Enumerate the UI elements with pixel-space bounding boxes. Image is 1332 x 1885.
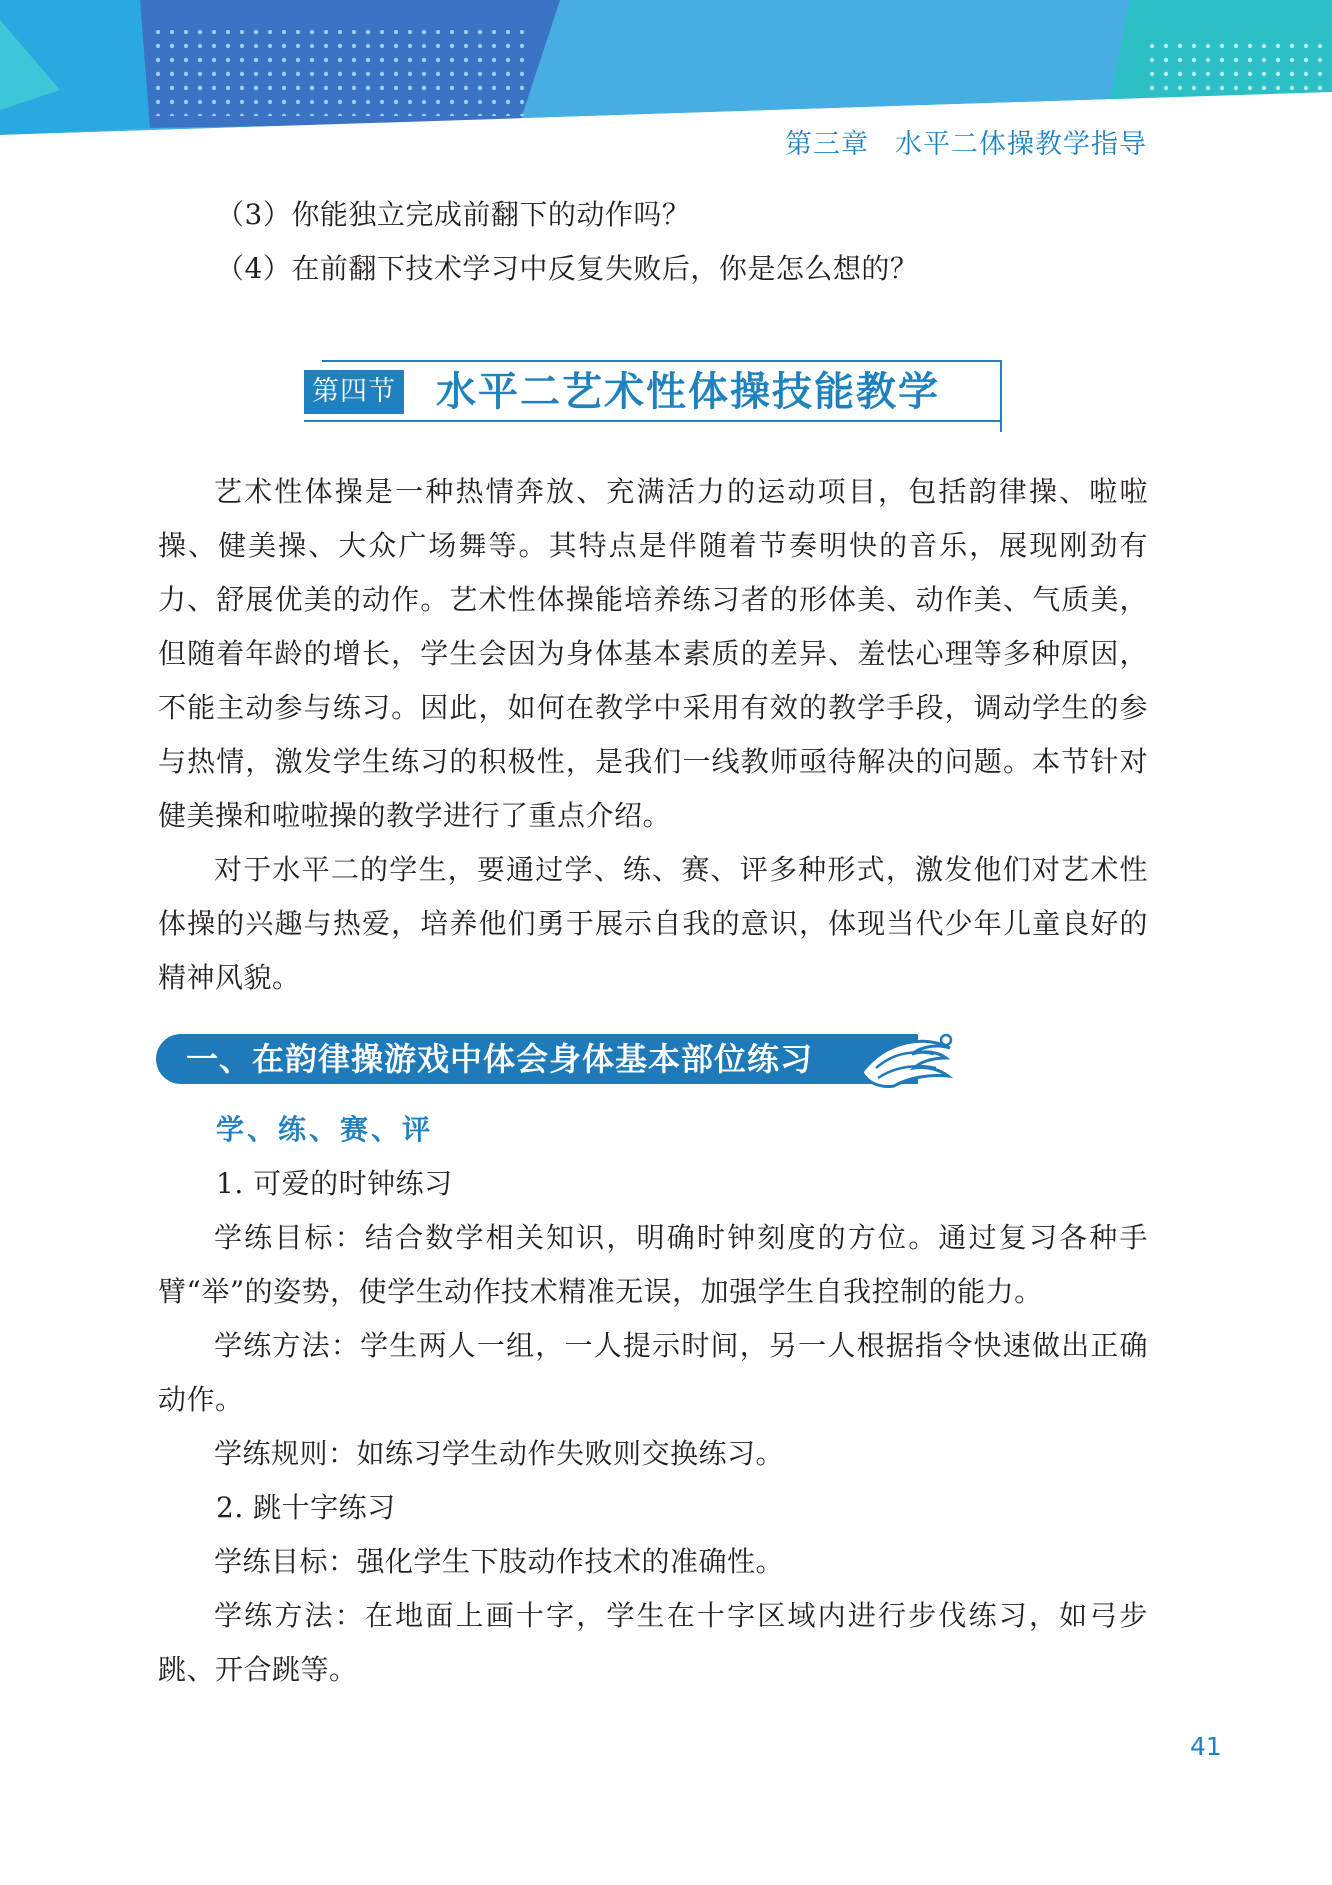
exercise-1-method: 学练方法：学生两人一组，一人提示时间，另一人根据指令快速做出正确动作。	[158, 1329, 1148, 1416]
page-header	[0, 0, 1332, 160]
header-banner-graphic	[0, 0, 1332, 140]
exercise-1-goal: 学练目标：结合数学相关知识，明确时钟刻度的方位。通过复习各种手臂“举”的姿势，使学生动作技术精准无误，加强学生自我控制的能力。	[158, 1221, 1148, 1308]
chapter-number: 第三章	[785, 129, 869, 160]
section-badge: 第四节	[304, 370, 404, 414]
section-title: 水平二艺术性体操技能教学	[436, 369, 940, 415]
exercise-2-method: 学练方法：在地面上画十字，学生在十字区域内进行步伐练习，如弓步跳、开合跳等。	[158, 1599, 1148, 1686]
section-title-box	[304, 360, 1002, 422]
sub-heading: 学、练、赛、评	[216, 1113, 434, 1146]
wave-icon	[858, 1028, 958, 1090]
subsection-title: 一、在韵律操游戏中体会身体基本部位练习	[186, 1040, 814, 1078]
intro-paragraph-2: 对于水平二的学生，要通过学、练、赛、评多种形式，激发他们对艺术性体操的兴趣与热爱，培养他们勇于展示自我的意识，体现当代少年儿童良好的精神风貌。	[158, 853, 1148, 994]
question-3: （3）你能独立完成前翻下的动作吗？	[216, 198, 691, 231]
section-frame-bottom	[304, 420, 1002, 422]
question-4: （4）在前翻下技术学习中反复失败后，你是怎么想的？	[216, 252, 919, 285]
subsection-banner	[156, 1034, 918, 1084]
exercise-1-title: 1. 可爱的时钟练习	[216, 1167, 453, 1200]
exercise-2-title: 2. 跳十字练习	[216, 1491, 396, 1524]
intro-paragraph-1: 艺术性体操是一种热情奔放、充满活力的运动项目，包括韵律操、啦啦操、健美操、大众广场舞等。其特点是伴随着节奏明快的音乐，展现刚劲有力、舒展优美的动作。艺术性体操能培养练习者的形体美、动作美、气质美，但随着年龄的增长，学生会因为身体基本素质的差异、羞怯心理等多种原因，不能主动参与练习。因此，如何在教学中采用有效的教学手段，调动学生的参与热情，激发学生练习的积极性，是我们一线教师亟待解决的问题。本节针对健美操和啦啦操的教学进行了重点介绍。	[158, 475, 1148, 832]
chapter-title	[785, 122, 1147, 161]
page-number: 41	[1190, 1732, 1222, 1761]
chapter-name: 水平二体操教学指导	[895, 129, 1147, 160]
exercise-1-rule: 学练规则：如练习学生动作失败则交换练习。	[214, 1437, 785, 1470]
exercise-2-goal: 学练目标：强化学生下肢动作技术的准确性。	[214, 1545, 785, 1578]
section-frame-tick	[1000, 420, 1002, 432]
